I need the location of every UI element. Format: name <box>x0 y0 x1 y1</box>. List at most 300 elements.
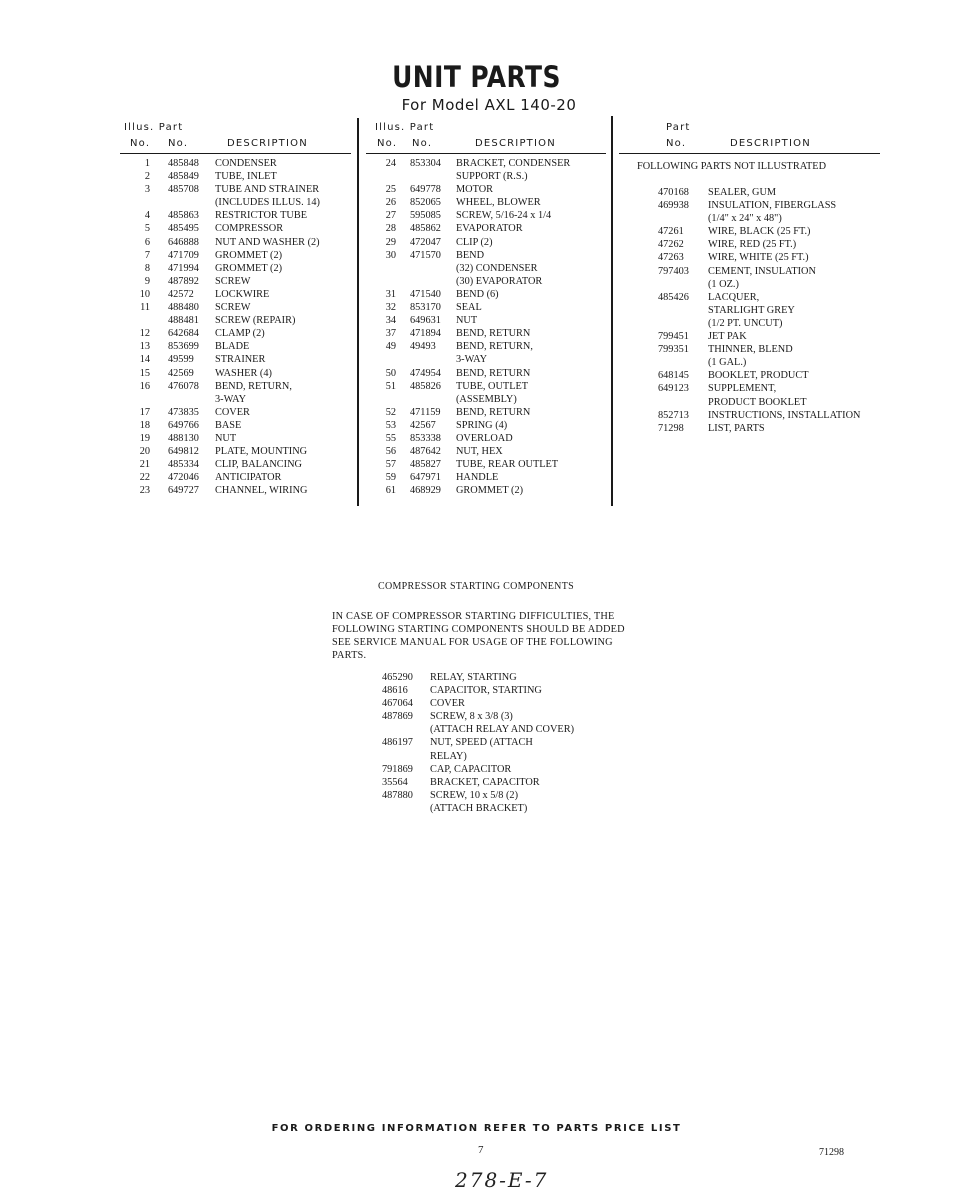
parts-row <box>638 265 888 278</box>
part-number: 487642 <box>410 446 441 458</box>
illus-number: 15 <box>139 367 150 379</box>
parts-row <box>128 445 353 458</box>
illus-number: 29 <box>385 236 396 248</box>
part-number: 467064 <box>382 698 413 710</box>
part-number: 35564 <box>382 776 408 788</box>
part-description: 3-WAY <box>215 393 247 405</box>
part-number: 852065 <box>410 197 441 209</box>
col1-header-rule <box>120 153 351 154</box>
illus-number: 53 <box>385 419 396 431</box>
part-description: BEND, RETURN, <box>215 380 292 392</box>
part-number: 853304 <box>410 158 441 169</box>
parts-row <box>374 484 609 497</box>
parts-row <box>382 802 622 815</box>
part-number: 472047 <box>410 236 441 248</box>
illus-number: 52 <box>385 406 396 418</box>
parts-row <box>374 209 609 222</box>
parts-row <box>128 458 353 471</box>
part-description: COVER <box>215 406 250 418</box>
illus-number: 13 <box>139 341 150 353</box>
parts-row <box>382 671 622 684</box>
part-number: 42567 <box>410 419 436 431</box>
parts-row <box>128 288 353 301</box>
illus-number: 7 <box>144 249 150 261</box>
part-description: (1/4" x 24" x 48") <box>708 213 782 225</box>
parts-row <box>374 471 609 484</box>
part-description: (INCLUDES ILLUS. 14) <box>215 197 320 209</box>
part-description: CONDENSER <box>215 158 277 169</box>
part-description: WHEEL, BLOWER <box>456 197 541 209</box>
part-number: 487880 <box>382 789 413 801</box>
part-number: 485848 <box>168 158 199 169</box>
illus-number: 61 <box>385 485 396 497</box>
part-description: PLATE, MOUNTING <box>215 446 308 458</box>
part-description: OVERLOAD <box>456 432 513 444</box>
not-illustrated-note: FOLLOWING PARTS NOT ILLUSTRATED <box>637 161 827 172</box>
part-number: 488130 <box>168 432 199 444</box>
illus-number: 10 <box>139 288 150 300</box>
illus-number: 19 <box>139 432 150 444</box>
parts-row <box>638 343 888 356</box>
part-description: BASE <box>215 419 242 431</box>
part-number: 649766 <box>168 419 199 431</box>
col1-header-illus-no: No. <box>130 138 151 149</box>
part-number: 852713 <box>658 409 689 421</box>
part-number: 471894 <box>410 328 441 340</box>
page-number: 7 <box>478 1144 484 1156</box>
parts-row <box>382 697 622 710</box>
parts-row <box>374 367 609 380</box>
instruction-line: IN CASE OF COMPRESSOR STARTING DIFFICULTIES, THE <box>332 611 615 622</box>
parts-row <box>374 236 609 249</box>
part-description: CLIP (2) <box>456 236 493 248</box>
parts-list-column-1 <box>128 157 353 497</box>
part-description: INSTRUCTIONS, INSTALLATION <box>708 409 861 421</box>
parts-row <box>128 406 353 419</box>
parts-row <box>128 170 353 183</box>
illus-number: 37 <box>385 328 396 340</box>
part-description: NUT AND WASHER (2) <box>215 236 320 248</box>
parts-row <box>638 186 888 199</box>
part-description: LIST, PARTS <box>708 422 765 434</box>
part-number: 487869 <box>382 711 413 723</box>
parts-row <box>638 199 888 212</box>
part-description: TUBE AND STRAINER <box>215 184 320 196</box>
part-description: (30) EVAPORATOR <box>456 275 543 287</box>
illus-number: 26 <box>385 197 396 209</box>
illus-number: 22 <box>139 472 150 484</box>
parts-row <box>128 314 353 327</box>
illus-number: 9 <box>144 275 150 287</box>
parts-row <box>374 288 609 301</box>
illus-number: 3 <box>144 184 150 196</box>
instruction-line: FOLLOWING STARTING COMPONENTS SHOULD BE ADDED <box>332 624 625 636</box>
parts-row <box>374 340 609 353</box>
parts-row <box>638 251 888 264</box>
part-number: 470168 <box>658 187 689 198</box>
parts-row <box>128 157 353 170</box>
part-description: WIRE, WHITE (25 FT.) <box>708 252 809 264</box>
part-number: 649727 <box>168 485 199 497</box>
part-number: 471540 <box>410 288 441 300</box>
part-number: 471709 <box>168 249 199 261</box>
parts-row <box>382 750 622 763</box>
part-description: BLADE <box>215 341 250 353</box>
part-number: 473835 <box>168 406 199 418</box>
parts-row <box>374 445 609 458</box>
part-description: SEALER, GUM <box>708 187 777 198</box>
part-description: RESTRICTOR TUBE <box>215 210 308 222</box>
part-description: INSULATION, FIBERGLASS <box>708 200 837 212</box>
illus-number: 20 <box>139 446 150 458</box>
parts-row <box>128 222 353 235</box>
parts-row <box>638 356 888 369</box>
part-description: (ATTACH BRACKET) <box>430 802 528 814</box>
col2-header-illus-no: No. <box>377 138 398 149</box>
parts-row <box>374 183 609 196</box>
parts-row <box>374 275 609 288</box>
part-description: CAP, CAPACITOR <box>430 763 512 775</box>
part-number: 472046 <box>168 472 199 484</box>
parts-row <box>374 249 609 262</box>
part-description: BEND, RETURN, <box>456 341 533 353</box>
parts-row <box>638 304 888 317</box>
parts-row <box>128 432 353 445</box>
compressor-section-title: COMPRESSOR STARTING COMPONENTS <box>378 581 574 592</box>
part-number: 469938 <box>658 200 689 212</box>
col1-header-part-no: No. <box>168 138 189 149</box>
part-description: BRACKET, CONDENSER <box>456 158 571 169</box>
parts-row <box>374 222 609 235</box>
parts-row <box>128 367 353 380</box>
parts-row <box>638 369 888 382</box>
parts-row <box>638 396 888 409</box>
part-description: BRACKET, CAPACITOR <box>430 776 540 788</box>
part-description: BEND (6) <box>456 288 499 300</box>
part-number: 474954 <box>410 367 441 379</box>
part-description: NUT, HEX <box>456 446 503 458</box>
part-description: LOCKWIRE <box>215 288 270 300</box>
column-divider-1 <box>357 118 359 506</box>
part-description: BEND, RETURN <box>456 406 531 418</box>
parts-row <box>374 380 609 393</box>
parts-row <box>638 422 888 435</box>
illus-number: 30 <box>385 249 396 261</box>
illus-number: 21 <box>139 459 150 471</box>
parts-row <box>374 458 609 471</box>
part-number: 476078 <box>168 380 199 392</box>
parts-row <box>128 236 353 249</box>
parts-row <box>128 209 353 222</box>
part-number: 853338 <box>410 432 441 444</box>
part-number: 49493 <box>410 341 436 353</box>
part-number: 486197 <box>382 737 413 749</box>
illus-number: 59 <box>385 472 396 484</box>
parts-row <box>128 471 353 484</box>
part-description: SCREW (REPAIR) <box>215 315 296 327</box>
col3-header-part-no: No. <box>666 138 687 149</box>
part-description: NUT <box>215 432 237 444</box>
part-description: ANTICIPATOR <box>215 472 282 484</box>
illus-number: 56 <box>385 446 396 458</box>
part-number: 49599 <box>168 354 194 366</box>
parts-row <box>638 278 888 291</box>
part-number: 488480 <box>168 302 199 314</box>
parts-row <box>128 301 353 314</box>
part-description: (1/2 PT. UNCUT) <box>708 317 783 329</box>
part-number: 595085 <box>410 210 441 222</box>
parts-row <box>382 684 622 697</box>
parts-row <box>128 380 353 393</box>
part-description: (ASSEMBLY) <box>456 393 517 405</box>
parts-list-column-2 <box>374 157 609 497</box>
part-number: 647971 <box>410 472 441 484</box>
part-description: (1 OZ.) <box>708 278 739 290</box>
parts-row <box>638 409 888 422</box>
part-description: NUT <box>456 315 478 327</box>
column-divider-2 <box>611 116 613 506</box>
parts-row <box>128 327 353 340</box>
part-number: 485849 <box>168 171 199 183</box>
illus-number: 6 <box>144 236 150 248</box>
part-number: 471159 <box>410 406 441 418</box>
part-number: 799451 <box>658 331 689 343</box>
part-number: 791869 <box>382 763 413 775</box>
part-description: SCREW, 8 x 3/8 (3) <box>430 711 513 723</box>
part-number: 485827 <box>410 459 441 471</box>
part-number: 42569 <box>168 367 194 379</box>
parts-row <box>128 196 353 209</box>
parts-row <box>374 406 609 419</box>
parts-row <box>374 393 609 406</box>
part-description: CAPACITOR, STARTING <box>430 685 542 697</box>
parts-row <box>128 484 353 497</box>
illus-number: 23 <box>139 485 150 497</box>
instruction-line: SEE SERVICE MANUAL FOR USAGE OF THE FOLLOWING <box>332 637 613 649</box>
illus-number: 34 <box>385 315 396 327</box>
parts-row <box>374 419 609 432</box>
part-description: RELAY) <box>430 750 467 762</box>
parts-row <box>128 249 353 262</box>
illus-number: 50 <box>385 367 396 379</box>
parts-row <box>382 763 622 776</box>
illus-number: 25 <box>385 184 396 196</box>
part-description: WASHER (4) <box>215 367 272 379</box>
part-description: WIRE, BLACK (25 FT.) <box>708 226 811 238</box>
part-number: 485826 <box>410 380 441 392</box>
col2-header-part-no: No. <box>412 138 433 149</box>
part-number: 485708 <box>168 184 199 196</box>
part-description: (ATTACH RELAY AND COVER) <box>430 724 574 736</box>
part-description: BEND, RETURN <box>456 328 531 340</box>
parts-row <box>638 238 888 251</box>
illus-number: 51 <box>385 380 396 392</box>
part-description: GROMMET (2) <box>215 262 283 274</box>
part-description: JET PAK <box>708 331 747 343</box>
col1-header-description: DESCRIPTION <box>227 138 308 149</box>
part-number: 799351 <box>658 344 689 356</box>
parts-row <box>374 301 609 314</box>
part-description: GROMMET (2) <box>215 249 283 261</box>
parts-row <box>374 157 609 170</box>
part-description: (32) CONDENSER <box>456 262 538 274</box>
part-number: 42572 <box>168 288 194 300</box>
part-description: COMPRESSOR <box>215 223 284 235</box>
part-number: 646888 <box>168 236 199 248</box>
part-description: RELAY, STARTING <box>430 672 517 683</box>
col3-header-part: Part <box>666 122 691 133</box>
part-description: BEND <box>456 249 485 261</box>
parts-row <box>382 789 622 802</box>
part-description: SEAL <box>456 302 482 314</box>
illus-number: 16 <box>139 380 150 392</box>
part-description: SUPPLEMENT, <box>708 383 777 395</box>
parts-row <box>374 314 609 327</box>
illus-number: 11 <box>140 302 150 314</box>
part-description: SCREW <box>215 275 251 287</box>
parts-list-column-3 <box>638 186 888 435</box>
part-description: SCREW <box>215 302 251 314</box>
part-number: 485426 <box>658 291 689 303</box>
part-number: 648145 <box>658 370 689 382</box>
part-description: 3-WAY <box>456 354 488 366</box>
parts-row <box>638 382 888 395</box>
parts-row <box>128 393 353 406</box>
col2-header-description: DESCRIPTION <box>475 138 556 149</box>
part-number: 485862 <box>410 223 441 235</box>
parts-row <box>638 317 888 330</box>
part-number: 485495 <box>168 223 199 235</box>
parts-row <box>382 710 622 723</box>
part-description: EVAPORATOR <box>456 223 523 235</box>
part-number: 649812 <box>168 446 199 458</box>
part-number: 797403 <box>658 265 689 277</box>
part-description: LACQUER, <box>708 291 760 303</box>
parts-row <box>128 419 353 432</box>
illus-number: 17 <box>139 406 150 418</box>
part-description: SCREW, 10 x 5/8 (2) <box>430 789 519 801</box>
part-description: CLAMP (2) <box>215 328 265 340</box>
part-number: 47262 <box>658 239 684 251</box>
part-description: TUBE, INLET <box>215 171 277 183</box>
illus-number: 12 <box>139 328 150 340</box>
parts-row <box>374 170 609 183</box>
illus-number: 31 <box>385 288 396 300</box>
part-description: COVER <box>430 698 465 710</box>
part-description: (1 GAL.) <box>708 357 747 369</box>
compressor-parts-list <box>382 671 622 815</box>
part-description: SUPPORT (R.S.) <box>456 171 528 183</box>
parts-row <box>128 353 353 366</box>
part-description: NUT, SPEED (ATTACH <box>430 737 533 749</box>
handwritten-annotation: 278-E-7 <box>455 1168 549 1192</box>
part-number: 48616 <box>382 685 408 697</box>
part-description: SPRING (4) <box>456 419 508 431</box>
col2-header-illus-part: Illus. Part <box>375 122 435 133</box>
part-description: TUBE, OUTLET <box>456 380 529 392</box>
col3-header-description: DESCRIPTION <box>730 138 811 149</box>
illus-number: 49 <box>385 341 396 353</box>
part-description: GROMMET (2) <box>456 485 524 497</box>
part-number: 853699 <box>168 341 199 353</box>
illus-number: 55 <box>385 432 396 444</box>
part-number: 649631 <box>410 315 441 327</box>
part-number: 471570 <box>410 249 441 261</box>
part-number: 465290 <box>382 672 413 683</box>
parts-row <box>638 291 888 304</box>
part-number: 471994 <box>168 262 199 274</box>
part-description: BOOKLET, PRODUCT <box>708 370 809 382</box>
parts-row <box>128 275 353 288</box>
parts-row <box>374 432 609 445</box>
illus-number: 2 <box>144 171 150 183</box>
part-number: 488481 <box>168 315 199 327</box>
parts-row <box>374 196 609 209</box>
parts-row <box>374 327 609 340</box>
part-description: WIRE, RED (25 FT.) <box>708 239 797 251</box>
part-description: PRODUCT BOOKLET <box>708 396 807 408</box>
part-description: CEMENT, INSULATION <box>708 265 816 277</box>
part-description: THINNER, BLEND <box>708 344 793 356</box>
parts-row <box>382 723 622 736</box>
part-description: HANDLE <box>456 472 499 484</box>
part-description: TUBE, REAR OUTLET <box>456 459 559 471</box>
parts-row <box>382 736 622 749</box>
model-subtitle: For Model AXL 140-20 <box>401 96 577 114</box>
illus-number: 5 <box>144 223 150 235</box>
illus-number: 18 <box>139 419 150 431</box>
illus-number: 14 <box>139 354 150 366</box>
col1-header-illus-part: Illus. Part <box>124 122 184 133</box>
part-number: 487892 <box>168 275 199 287</box>
illus-number: 28 <box>385 223 396 235</box>
illus-number: 4 <box>144 210 150 222</box>
part-number: 853170 <box>410 302 441 314</box>
instruction-line: PARTS. <box>332 650 367 662</box>
parts-row <box>382 776 622 789</box>
parts-row <box>128 262 353 275</box>
part-number: 642684 <box>168 328 199 340</box>
illus-number: 8 <box>144 262 150 274</box>
illus-number: 24 <box>385 158 396 169</box>
illus-number: 27 <box>385 210 396 222</box>
part-description: CLIP, BALANCING <box>215 459 302 471</box>
part-description: BEND, RETURN <box>456 367 531 379</box>
ordering-info-note: FOR ORDERING INFORMATION REFER TO PARTS PRICE LIST <box>271 1123 682 1134</box>
part-number: 485863 <box>168 210 199 222</box>
parts-row <box>128 183 353 196</box>
document-number: 71298 <box>819 1147 844 1158</box>
parts-row <box>638 225 888 238</box>
part-description: STARLIGHT GREY <box>708 304 795 316</box>
illus-number: 32 <box>385 302 396 314</box>
col2-header-rule <box>366 153 606 154</box>
page-title: UNIT PARTS <box>392 60 561 94</box>
part-description: MOTOR <box>456 184 493 196</box>
part-number: 485334 <box>168 459 199 471</box>
part-number: 47263 <box>658 252 684 264</box>
illus-number: 1 <box>144 158 150 169</box>
part-description: CHANNEL, WIRING <box>215 485 308 497</box>
parts-row <box>638 330 888 343</box>
part-number: 71298 <box>658 422 684 434</box>
part-description: SCREW, 5/16-24 x 1/4 <box>456 210 552 222</box>
parts-row <box>374 262 609 275</box>
illus-number: 57 <box>385 459 396 471</box>
part-number: 649123 <box>658 383 689 395</box>
parts-row <box>638 212 888 225</box>
compressor-instructions <box>332 610 625 662</box>
